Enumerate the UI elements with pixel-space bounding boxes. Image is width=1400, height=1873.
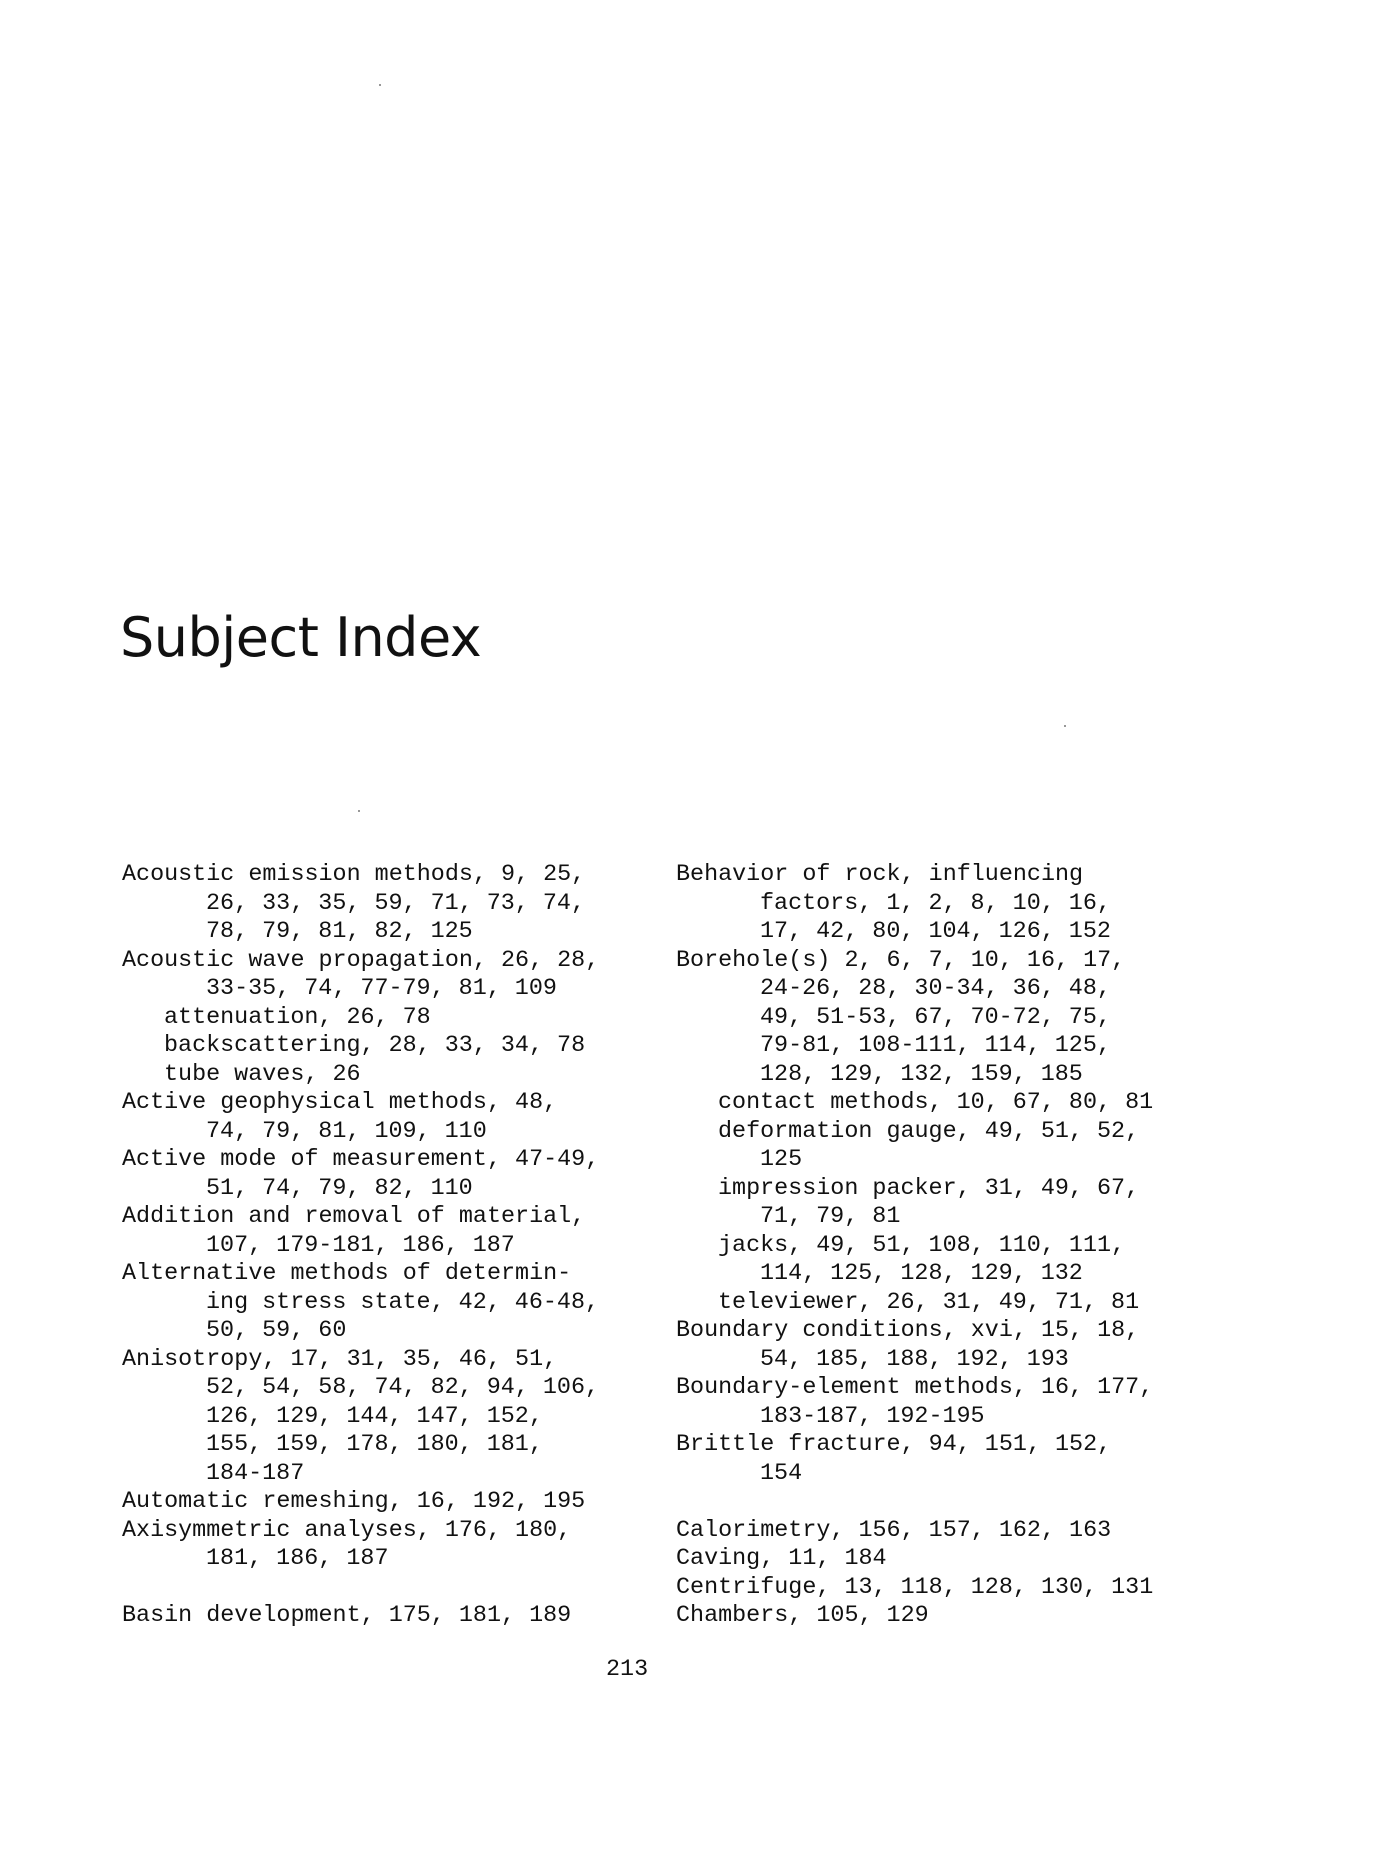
index-entry: Active geophysical methods, 48, [122, 1090, 558, 1116]
index-subentry: impression packer, 31, 49, 67, [718, 1175, 1140, 1202]
index-entry: Anisotropy, 17, 31, 35, 46, 51, [122, 1346, 558, 1373]
index-subentry: attenuation, 26, 78 [164, 1004, 431, 1031]
index-continuation: 154 [760, 1460, 803, 1487]
index-entry: Addition and removal of material, [122, 1204, 586, 1230]
index-continuation: 71, 79, 81 [760, 1204, 901, 1230]
index-subentry: contact methods, 10, 67, 80, 81 [718, 1090, 1154, 1116]
index-continuation: 50, 59, 60 [206, 1318, 347, 1344]
index-subentry: jacks, 49, 51, 108, 110, 111, [718, 1232, 1126, 1259]
index-column-right [676, 861, 1216, 1631]
index-entry: Alternative methods of determin- [122, 1261, 572, 1287]
index-entry: Brittle fracture, 94, 151, 152, [676, 1432, 1112, 1458]
index-continuation: 24-26, 28, 30-34, 36, 48, [760, 976, 1111, 1002]
index-continuation: 79-81, 108-111, 114, 125, [760, 1033, 1111, 1059]
index-column-left [122, 861, 642, 1631]
index-continuation: 17, 42, 80, 104, 126, 152 [760, 919, 1111, 945]
blank-line [122, 1574, 642, 1603]
index-continuation: 54, 185, 188, 192, 193 [760, 1346, 1069, 1373]
scan-speck [1064, 725, 1066, 727]
blank-line [676, 1488, 1216, 1517]
index-entry: Acoustic emission methods, 9, 25, [122, 862, 586, 888]
index-continuation: 184-187 [206, 1460, 305, 1487]
index-entry: Axisymmetric analyses, 176, 180, [122, 1517, 572, 1544]
index-continuation: 49, 51-53, 67, 70-72, 75, [760, 1004, 1111, 1031]
index-continuation: 128, 129, 132, 159, 185 [760, 1061, 1083, 1088]
index-continuation: 183-187, 192-195 [760, 1403, 985, 1430]
scan-speck [358, 810, 360, 812]
index-entry: Acoustic wave propagation, 26, 28, [122, 947, 600, 974]
index-entry: Active mode of measurement, 47-49, [122, 1147, 600, 1173]
index-entry: Calorimetry, 156, 157, 162, 163 [676, 1517, 1112, 1544]
index-continuation: 114, 125, 128, 129, 132 [760, 1261, 1083, 1287]
index-continuation: 181, 186, 187 [206, 1546, 389, 1572]
page-number: 213 [606, 1657, 649, 1683]
index-continuation: 155, 159, 178, 180, 181, [206, 1432, 543, 1458]
index-continuation: 33-35, 74, 77-79, 81, 109 [206, 976, 557, 1002]
index-subentry: deformation gauge, 49, 51, 52, [718, 1118, 1140, 1145]
index-entry: Borehole(s) 2, 6, 7, 10, 16, 17, [676, 947, 1126, 974]
index-entry: Automatic remeshing, 16, 192, 195 [122, 1489, 586, 1515]
scan-speck [379, 84, 381, 86]
index-continuation: 126, 129, 144, 147, 152, [206, 1403, 543, 1430]
index-continuation: 74, 79, 81, 109, 110 [206, 1118, 487, 1145]
index-entry: Behavior of rock, influencing [676, 862, 1084, 888]
index-entry: Boundary-element methods, 16, 177, [676, 1375, 1154, 1401]
index-subentry: televiewer, 26, 31, 49, 71, 81 [718, 1289, 1140, 1316]
index-continuation: 107, 179-181, 186, 187 [206, 1232, 515, 1259]
index-continuation: 51, 74, 79, 82, 110 [206, 1175, 473, 1202]
index-subentry: tube waves, 26 [164, 1061, 361, 1088]
index-continuation: 52, 54, 58, 74, 82, 94, 106, [206, 1375, 600, 1401]
index-subentry: backscattering, 28, 33, 34, 78 [164, 1033, 586, 1059]
index-continuation: 125 [760, 1147, 803, 1173]
index-entry: Basin development, 175, 181, 189 [122, 1603, 572, 1629]
index-entry: Boundary conditions, xvi, 15, 18, [676, 1318, 1140, 1344]
page-title: Subject Index [120, 606, 482, 670]
index-continuation: 78, 79, 81, 82, 125 [206, 919, 473, 945]
index-entry: Centrifuge, 13, 118, 128, 130, 131 [676, 1574, 1154, 1601]
index-entry: Chambers, 105, 129 [676, 1603, 929, 1629]
index-continuation: factors, 1, 2, 8, 10, 16, [760, 890, 1111, 917]
index-continuation: 26, 33, 35, 59, 71, 73, 74, [206, 890, 585, 917]
index-entry: Caving, 11, 184 [676, 1546, 887, 1572]
index-continuation: ing stress state, 42, 46-48, [206, 1289, 600, 1316]
